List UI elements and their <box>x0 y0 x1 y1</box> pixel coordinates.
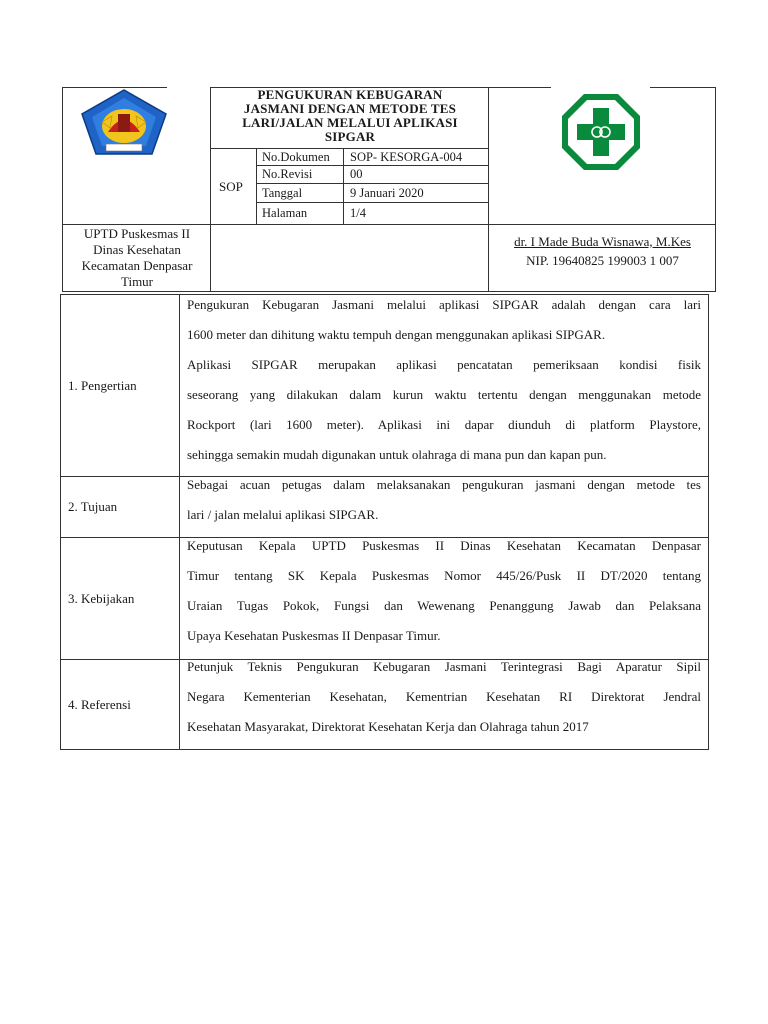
signatory-nip: NIP. 19640825 199003 1 007 <box>526 253 679 268</box>
section-label-tujuan: 2. Tujuan <box>68 499 118 514</box>
document-title: PENGUKURAN KEBUGARAN JASMANI DENGAN METODE TES LARI/JALAN MELALUI APLIKASI SIPGAR <box>242 87 458 144</box>
body-line: Uraian Tugas Pokok, Fungsi dan Wewenang Penanggung Jawab dan Pelaksana <box>187 598 701 613</box>
body-line: Aplikasi SIPGAR merupakan aplikasi pencatatan pemeriksaan kondisi fisik <box>187 357 701 372</box>
body-line: Keputusan Kepala UPTD Puskesmas II Dinas Kesehatan Kecamatan Denpasar <box>187 538 701 553</box>
meta-label-date: Tanggal <box>262 186 303 200</box>
body-line: Petunjuk Teknis Pengukuran Kebugaran Jasmani Terintegrasi Bagi Aparatur Sipil <box>187 659 701 674</box>
puskesmas-logo <box>560 92 642 172</box>
organisation-name: UPTD Puskesmas II Dinas Kesehatan Kecamatan Denpasar Timur <box>81 226 193 289</box>
body-line: sehingga semakin mudah digunakan untuk olahraga di mana pun dan kapan pun. <box>187 447 607 462</box>
meta-value-page: 1/4 <box>350 206 366 220</box>
section-label-referensi: 4. Referensi <box>68 697 131 712</box>
body-line: seseorang yang dilakukan dalam kurun waktu tertentu dengan menggunakan metode <box>187 387 701 402</box>
section-label-pengertian: 1. Pengertian <box>68 378 137 393</box>
section-body-kebijakan <box>187 531 701 651</box>
sop-label: SOP <box>219 179 243 194</box>
section-body-pengertian <box>187 290 701 470</box>
meta-label-document-number: No.Dokumen <box>262 150 330 164</box>
pemda-crest-logo <box>78 88 170 160</box>
body-line: Pengukuran Kebugaran Jasmani melalui aplikasi SIPGAR adalah dengan cara lari <box>187 297 701 312</box>
body-line: Rockport (lari 1600 meter). Aplikasi ini dapar diunduh di platform Playstore, <box>187 417 701 432</box>
puskesmas-cross-icon <box>560 92 642 172</box>
body-line: Upaya Kesehatan Puskesmas II Denpasar Timur. <box>187 628 441 643</box>
meta-value-document-number: SOP- KESORGA-004 <box>350 150 463 164</box>
signatory <box>490 232 715 270</box>
body-line: lari / jalan melalui aplikasi SIPGAR. <box>187 507 379 522</box>
meta-value-revision: 00 <box>350 167 363 181</box>
meta-label-page: Halaman <box>262 206 308 220</box>
body-line: Negara Kementerian Kesehatan, Kementrian Kesehatan RI Direktorat Jendral <box>187 689 701 704</box>
body-line: Timur tentang SK Kepala Puskesmas Nomor 445/26/Pusk II DT/2020 tentang <box>187 568 701 583</box>
meta-value-date: 9 Januari 2020 <box>350 186 424 200</box>
body-line: Kesehatan Masyarakat, Direktorat Kesehatan Kerja dan Olahraga tahun 2017 <box>187 719 589 734</box>
section-label-kebijakan: 3. Kebijakan <box>68 591 135 606</box>
section-body-referensi <box>187 652 701 742</box>
section-body-tujuan <box>187 470 701 530</box>
body-line: Sebagai acuan petugas dalam melaksanakan pengukuran jasmani dengan metode tes <box>187 477 701 492</box>
meta-label-revision: No.Revisi <box>262 167 313 181</box>
crest-icon <box>78 88 170 160</box>
signatory-name: dr. I Made Buda Wisnawa, M.Kes <box>514 234 691 249</box>
body-line: 1600 meter dan dihitung waktu tempuh dengan menggunakan aplikasi SIPGAR. <box>187 327 606 342</box>
